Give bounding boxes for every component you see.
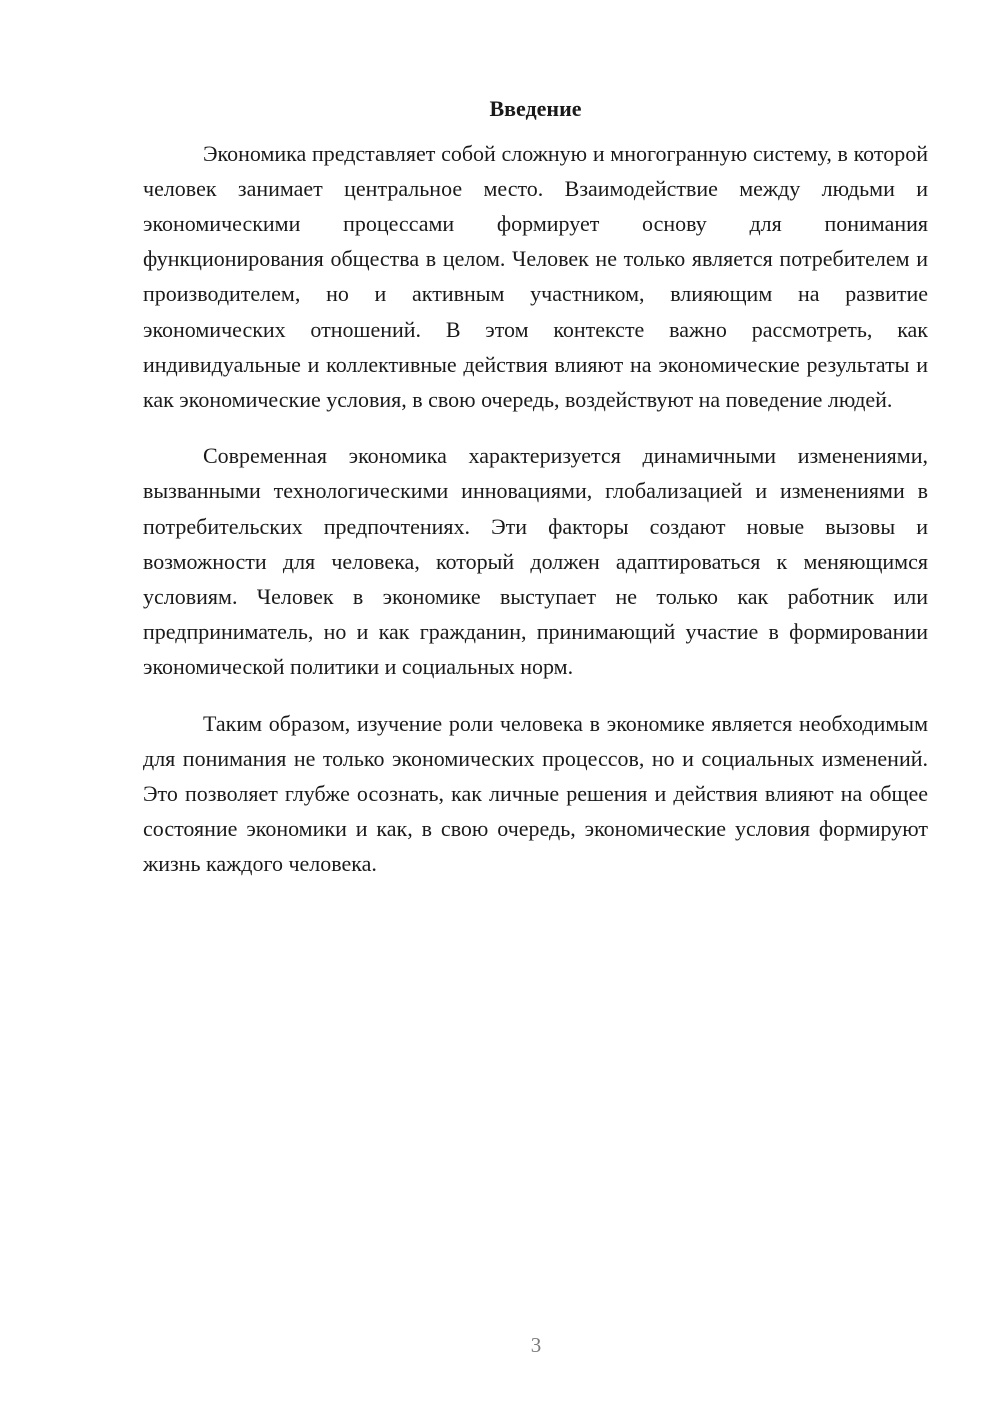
paragraph-intro: Экономика представляет собой сложную и многогранную систему, в которой человек занимает центральное место. Взаимодействие между людьми и экономическими процессами формирует основу для понимания функционирования общества в целом. Человек не только является потребителем и производителем, но и активным участником, влияющим на развитие экономических отношений. В этом контексте важно рассмотреть, как индивидуальные и коллективные действия влияют на экономические результаты и как экономические условия, в свою очередь, воздействуют на поведение людей.	[143, 140, 928, 413]
page-content	[143, 95, 928, 903]
paragraph-conclusion: Таким образом, изучение роли человека в экономике является необходимым для понимания не только экономических процессов, но и социальных изменений. Это позволяет глубже осознать, как личные решения и действия влияют на общее состояние экономики и как, в свою очередь, экономические условия формируют жизнь каждого человека.	[143, 710, 928, 877]
paragraph-modern-economy: Современная экономика характеризуется динамичными изменениями, вызванными технологическими инновациями, глобализацией и изменениями в потребительских предпочтениях. Эти факторы создают новые вызовы и возможности для человека, который должен адаптироваться к меняющимся условиям. Человек в экономике выступает не только как работник или предприниматель, но и как гражданин, принимающий участие в формировании экономической политики и социальных норм.	[143, 443, 928, 680]
page-number: 3	[530, 1333, 542, 1357]
section-heading: Введение	[489, 96, 582, 121]
